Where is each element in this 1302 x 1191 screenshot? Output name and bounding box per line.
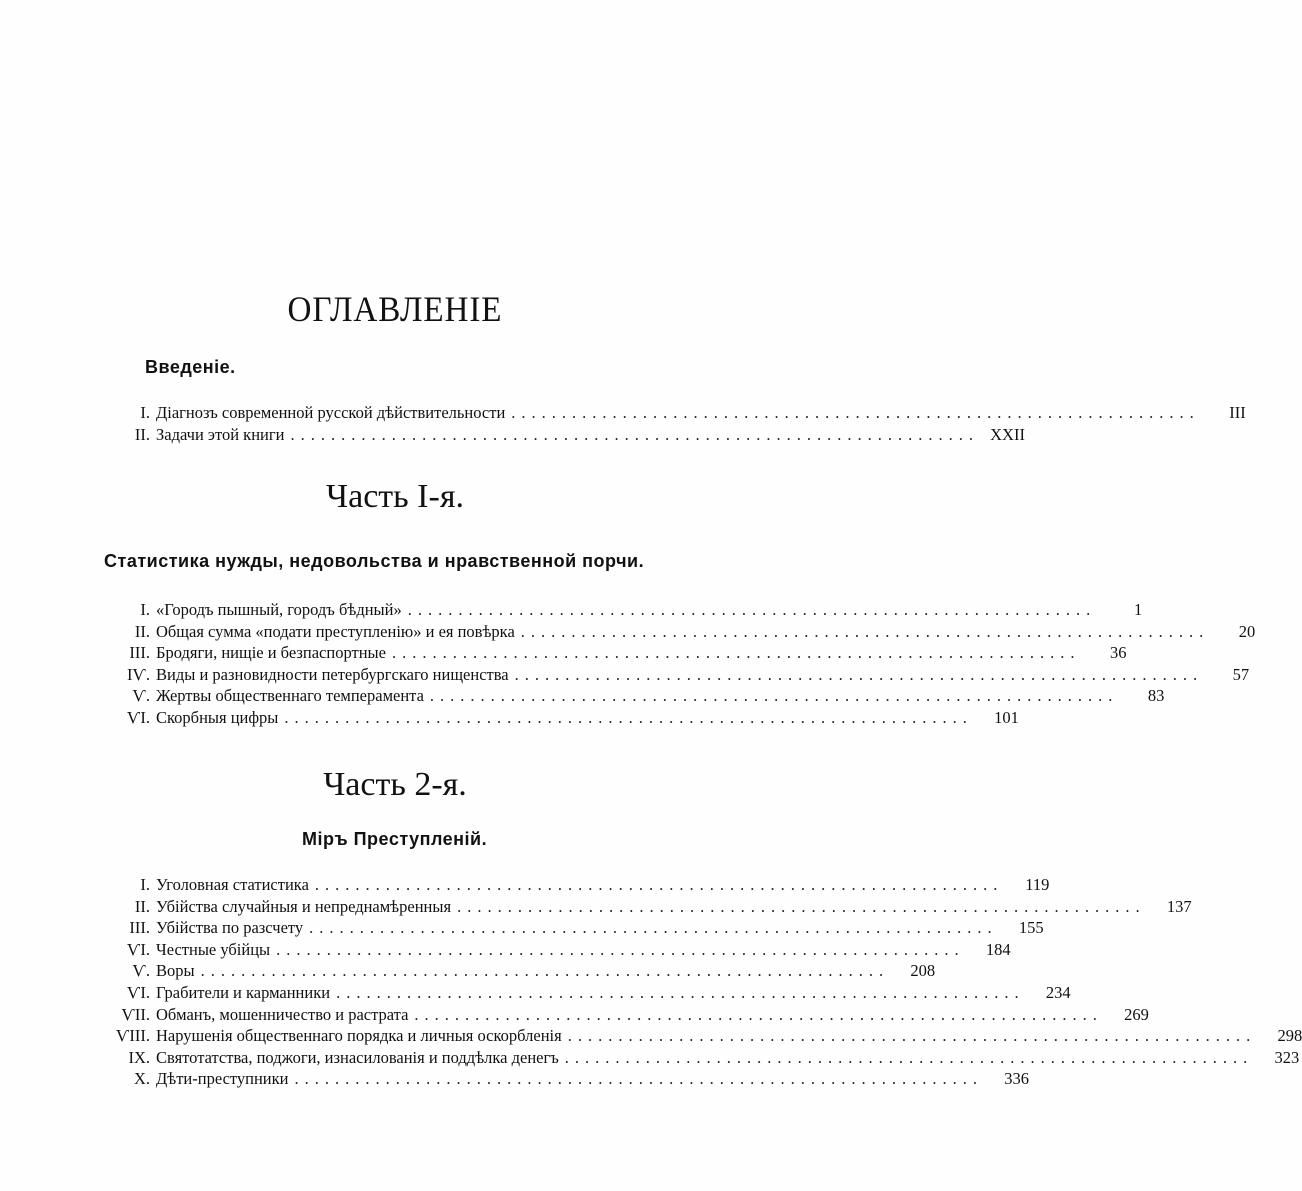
leader-dots: .................................................................... — [276, 939, 965, 959]
leader-dots: .................................................................... — [407, 600, 1097, 619]
entry-title: Воры — [156, 961, 195, 981]
entry-number: ѴIII. — [115, 1026, 150, 1046]
entry-title: Жертвы общественнаго темперамента — [156, 686, 424, 706]
leader-dots: .................................................................... — [336, 982, 1025, 1002]
entry-page: 234 — [1045, 982, 1071, 1002]
leader-dots: .................................................................... — [309, 918, 998, 938]
entry-title: Обманъ, мошенничество и растрата — [156, 1004, 409, 1024]
leader-dots: .................................................................... — [200, 961, 890, 981]
toc-entry — [100, 621, 1256, 643]
entry-page: 83 — [1147, 686, 1165, 706]
toc-entry — [100, 960, 936, 982]
entry-number: ѴI. — [126, 939, 150, 959]
entry-title: Грабители и карманники — [156, 982, 331, 1002]
toc-entry — [100, 896, 1192, 918]
toc-entry — [100, 402, 1246, 424]
toc-entry — [100, 917, 1044, 939]
entry-number: ѴII. — [121, 1004, 150, 1024]
entry-page: 184 — [985, 939, 1011, 959]
entry-title: Честные убійцы — [156, 939, 271, 959]
part-1-toc — [100, 599, 1256, 729]
toc-entry — [100, 424, 1025, 446]
entry-number: ѴI. — [126, 982, 150, 1002]
entry-title: Дѣти-преступники — [156, 1069, 289, 1089]
part-1-heading: Часть I-я. — [326, 478, 464, 515]
toc-entry — [100, 1025, 1302, 1047]
entry-page: 208 — [910, 961, 936, 981]
entry-number: IѴ. — [126, 664, 150, 684]
entry-page: III — [1229, 403, 1246, 422]
leader-dots: .................................................................... — [314, 875, 1004, 894]
entry-page: 323 — [1274, 1047, 1300, 1067]
entry-number: I. — [140, 875, 150, 894]
leader-dots: .................................................................... — [414, 1004, 1103, 1024]
part-2-heading: Часть 2-я. — [323, 766, 467, 803]
leader-dots: .................................................................... — [511, 403, 1200, 422]
leader-dots: .................................................................... — [457, 896, 1146, 916]
entry-number: X. — [133, 1069, 150, 1089]
part-1-title: Статистика нужды, недовольства и нравственной порчи. — [104, 551, 645, 571]
entry-title: Діагнозъ современной русской дѣйствительности — [156, 403, 506, 422]
entry-page: 20 — [1238, 621, 1256, 641]
toc-entry — [100, 707, 1019, 729]
entry-number: III. — [129, 643, 150, 663]
entry-page: 101 — [994, 707, 1019, 727]
entry-title: Нарушенія общественнаго порядка и личныя оскорбленія — [156, 1026, 562, 1046]
leader-dots: .................................................................... — [391, 643, 1081, 663]
entry-number: ѴI. — [126, 707, 150, 727]
entry-page: 155 — [1018, 918, 1044, 938]
entry-number: I. — [140, 403, 150, 422]
intro-title: Введеніе. — [145, 357, 236, 377]
toc-entry — [100, 982, 1071, 1004]
entry-title: Общая сумма «подати преступленію» и ея повѣрка — [156, 621, 515, 641]
leader-dots: .................................................................... — [567, 1026, 1257, 1046]
entry-number: III. — [129, 918, 150, 938]
toc-entry — [100, 1047, 1300, 1069]
entry-page: 269 — [1124, 1004, 1149, 1024]
entry-title: Убійства по разсчету — [156, 918, 304, 938]
entry-title: Убійства случайныя и непреднамѣренныя — [156, 896, 452, 916]
entry-title: «Городъ пышный, городъ бѣдный» — [156, 600, 402, 619]
entry-title: Задачи этой книги — [156, 424, 285, 444]
entry-page: 336 — [1004, 1069, 1029, 1089]
entry-page: 298 — [1277, 1026, 1302, 1046]
entry-page: 137 — [1166, 896, 1192, 916]
leader-dots: .................................................................... — [520, 621, 1210, 641]
entry-number: II. — [134, 621, 150, 641]
toc-entry — [100, 874, 1050, 896]
leader-dots: .................................................................... — [514, 664, 1204, 684]
part-2-title: Міръ Преступленій. — [302, 829, 488, 849]
page-title: ОГЛАВЛЕНІЕ — [287, 289, 503, 329]
entry-page: 1 — [1133, 600, 1143, 619]
intro-toc — [100, 402, 1246, 445]
entry-number: IX. — [128, 1047, 150, 1067]
entry-number: I. — [140, 600, 150, 619]
toc-entry — [100, 939, 1011, 961]
entry-page: 57 — [1232, 664, 1250, 684]
leader-dots: .................................................................... — [294, 1069, 983, 1089]
entry-number: II. — [134, 424, 150, 444]
entry-number: Ѵ. — [132, 961, 150, 981]
entry-title: Уголовная статистика — [156, 875, 309, 894]
entry-title: Виды и разновидности петербургскаго нищенства — [156, 664, 509, 684]
entry-number: II. — [134, 896, 150, 916]
toc-entry — [100, 1004, 1149, 1026]
toc-entry — [100, 599, 1143, 621]
toc-entry — [100, 664, 1250, 686]
entry-page: 36 — [1109, 643, 1127, 663]
toc-entry — [100, 1068, 1029, 1090]
entry-page: 119 — [1025, 875, 1050, 894]
entry-number: Ѵ. — [132, 686, 150, 706]
leader-dots: .................................................................... — [290, 424, 979, 444]
leader-dots: .................................................................... — [429, 686, 1119, 706]
leader-dots: .................................................................... — [564, 1047, 1254, 1067]
entry-title: Скорбныя цифры — [156, 707, 279, 727]
toc-entry — [100, 685, 1165, 707]
toc-entry — [100, 642, 1127, 664]
leader-dots: .................................................................... — [284, 707, 973, 727]
entry-page: XXII — [990, 424, 1025, 444]
entry-title: Бродяги, нищіе и безпаспортные — [156, 643, 386, 663]
entry-title: Святотатства, поджоги, изнасилованія и поддѣлка денегъ — [156, 1047, 559, 1067]
part-2-toc — [100, 874, 1302, 1090]
